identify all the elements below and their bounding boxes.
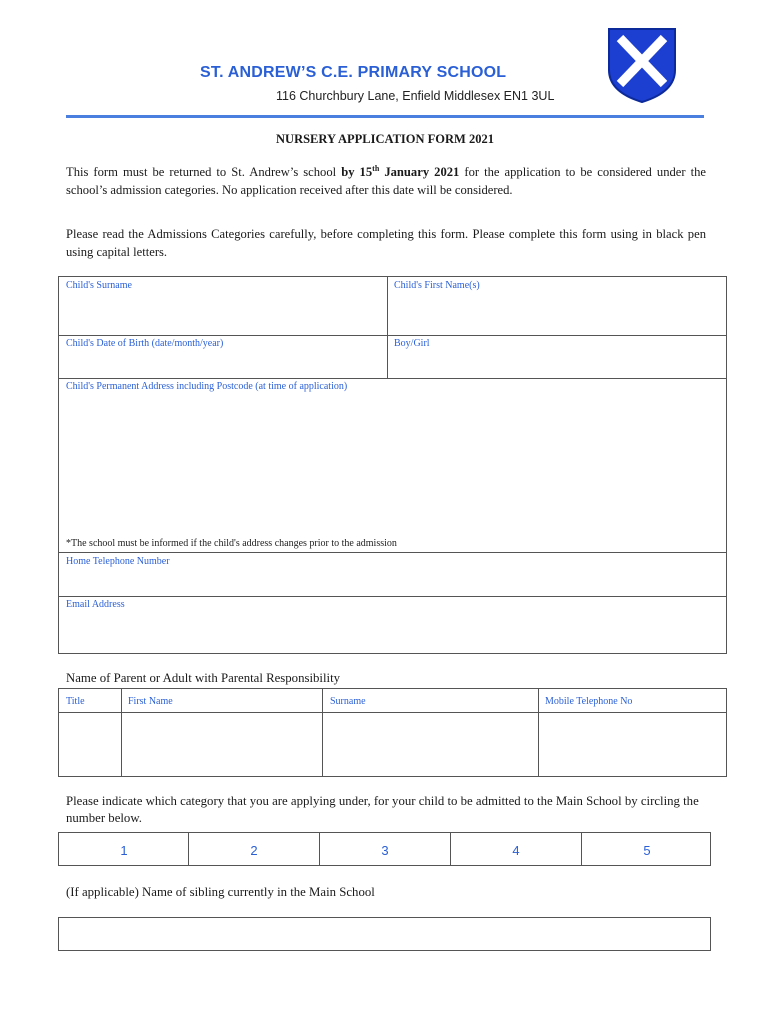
divider xyxy=(58,335,727,336)
intro-paragraph-deadline: This form must be returned to St. Andrew’s school by 15th January 2021 for the application to be considered under the school’s admission categories. No application received after this date will be considered. xyxy=(66,164,707,197)
divider xyxy=(58,378,727,379)
child-surname-label: Child's Surname xyxy=(66,280,132,291)
header-divider xyxy=(66,115,704,118)
email-label: Email Address xyxy=(66,599,125,610)
parent-heading: Name of Parent or Adult with Parental Responsibility xyxy=(66,671,341,685)
home-phone-field[interactable] xyxy=(59,570,726,595)
child-first-name-field[interactable] xyxy=(388,294,726,334)
child-first-name-label: Child's First Name(s) xyxy=(394,280,480,291)
school-crest-icon xyxy=(606,26,678,104)
school-address: 116 Churchbury Lane, Enfield Middlesex EN1 3UL xyxy=(276,89,555,103)
parent-first-name-field[interactable] xyxy=(122,713,321,776)
category-option-3[interactable]: 3 xyxy=(381,843,389,858)
school-name: ST. ANDREW’S C.E. PRIMARY SCHOOL xyxy=(200,64,507,81)
sibling-name-field[interactable] xyxy=(58,917,711,951)
sibling-label: (If applicable) Name of sibling currently in the Main School xyxy=(66,885,375,899)
category-option-1[interactable]: 1 xyxy=(120,843,128,858)
home-phone-label: Home Telephone Number xyxy=(66,556,170,567)
divider xyxy=(58,552,727,553)
category-option-4[interactable]: 4 xyxy=(512,843,520,858)
parent-surname-field[interactable] xyxy=(323,713,537,776)
child-address-field[interactable] xyxy=(59,396,726,534)
gender-field[interactable] xyxy=(388,352,726,377)
parent-col-mobile: Mobile Telephone No xyxy=(545,696,633,707)
category-option-2[interactable]: 2 xyxy=(250,843,258,858)
parent-title-field[interactable] xyxy=(59,713,120,776)
child-surname-field[interactable] xyxy=(59,294,386,334)
intro-paragraph-instructions: Please read the Admissions Categories carefully, before completing this form. Please complete this form using in black pen using capital letters. xyxy=(66,227,706,259)
child-dob-field[interactable] xyxy=(59,352,386,377)
category-instruction: Please indicate which category that you are applying under, for your child to be admitted to the Main School by circling the number below. xyxy=(66,794,699,825)
parent-mobile-field[interactable] xyxy=(539,713,726,776)
category-option-5[interactable]: 5 xyxy=(643,843,651,858)
address-change-note: *The school must be informed if the child's address changes prior to the admission xyxy=(66,538,397,549)
form-title: NURSERY APPLICATION FORM 2021 xyxy=(276,132,494,146)
email-field[interactable] xyxy=(59,613,726,653)
child-address-label: Child's Permanent Address including Postcode (at time of application) xyxy=(66,381,348,392)
parent-col-title: Title xyxy=(66,696,85,707)
parent-col-surname: Surname xyxy=(330,696,366,707)
divider xyxy=(58,596,727,597)
child-dob-label: Child's Date of Birth (date/month/year) xyxy=(66,338,224,349)
gender-label: Boy/Girl xyxy=(394,338,430,349)
parent-col-first-name: First Name xyxy=(128,696,173,707)
